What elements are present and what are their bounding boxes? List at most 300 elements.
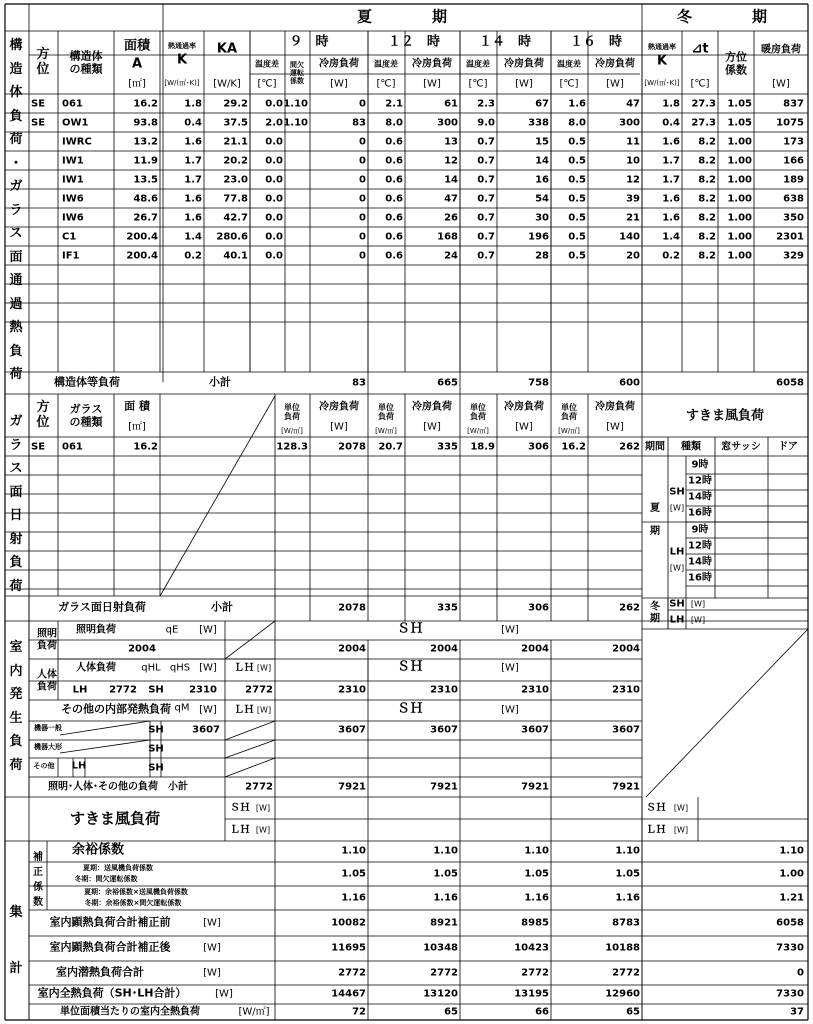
qe-symbol: qE: [165, 624, 179, 636]
winter-sh-w: [W]: [690, 599, 706, 609]
person-val-1: 2310: [430, 684, 458, 696]
struct-cell: 280.6: [216, 231, 248, 243]
struct-cell: 26: [444, 212, 458, 224]
struct-cell: 1.6: [184, 193, 202, 205]
struct-cell: 1.00: [727, 174, 752, 186]
struct-cell: 0: [359, 193, 366, 205]
struct-subtotal-sub: 小計: [209, 375, 231, 389]
other-w: [W]: [199, 704, 217, 716]
draft-label: すきま風負荷: [69, 809, 161, 828]
struct-cell: 0.2: [662, 250, 680, 262]
structure-type-header: 構造体 の種類: [69, 49, 103, 75]
k-symbol-winter: K: [656, 53, 668, 69]
struct-cell: 2.0: [265, 117, 283, 129]
glass-cool-unit-2: [W]: [515, 421, 533, 433]
glass-cell: 128.3: [276, 441, 308, 453]
total-c2-2: 1.05: [524, 868, 549, 880]
struct-cell: IWRC: [62, 136, 92, 148]
struct-cell: 200.4: [126, 231, 158, 243]
heat-header: 暖房負荷: [761, 44, 801, 56]
struct-cell: 0.4: [184, 117, 202, 129]
struct-cell: 0.7: [477, 250, 495, 262]
struct-cell: 638: [783, 193, 804, 205]
total-per_area-2: 66: [535, 1006, 549, 1018]
struct-cell: 40.1: [223, 250, 248, 262]
total-full-1: 13120: [423, 988, 458, 1000]
total-after-2: 10423: [514, 942, 549, 954]
eq-sh: SH: [148, 762, 164, 774]
qhs-symbol: qHS: [169, 662, 191, 674]
draft-winter-sh: ＳＨ: [646, 802, 666, 814]
draft-sh-w: [W]: [255, 803, 271, 813]
total-after-3: 10188: [605, 942, 640, 954]
struct-cell: 196: [528, 231, 549, 243]
struct-cell: IW1: [62, 174, 84, 186]
glass-subtotal-16: 262: [619, 602, 640, 614]
before-w: [W]: [203, 917, 221, 929]
struct-cell: 14: [444, 174, 458, 186]
total-c3-3: 1.16: [615, 892, 640, 904]
struct-cell: 0.5: [568, 136, 586, 148]
person-val-2: 2310: [521, 684, 549, 696]
qm-symbol: qM: [174, 702, 190, 714]
internal-subtotal-1: 7921: [430, 781, 458, 793]
draft-right-title: すきま風負荷: [685, 408, 765, 424]
struct-cell: 0.5: [568, 212, 586, 224]
total-before-1: 8921: [430, 917, 458, 929]
struct-cell: 338: [528, 117, 549, 129]
total-per_area-0: 72: [352, 1006, 366, 1018]
struct-cell: 1.7: [184, 155, 202, 167]
cool-unit-12: [W]: [423, 78, 441, 90]
sh-header-person: ＳＨ: [396, 659, 424, 675]
sh-unit-person: [W]: [501, 662, 519, 674]
struct-cell: 0: [359, 231, 366, 243]
struct-cell: 9.0: [477, 117, 495, 129]
eq-sh-val: 3607: [192, 724, 220, 736]
struct-cell: 0: [359, 155, 366, 167]
sh-unit-other: [W]: [501, 704, 519, 716]
struct-cell: 0.0: [265, 174, 283, 186]
struct-cell: 0.6: [385, 231, 403, 243]
struct-cell: 93.8: [133, 117, 158, 129]
struct-cell: 29.2: [223, 98, 248, 110]
intermittent-coef-header: 間欠 運転 係数: [290, 60, 304, 86]
struct-cell: 42.7: [223, 212, 248, 224]
struct-cell: 1.00: [727, 250, 752, 262]
door-header: ドア: [778, 441, 798, 453]
struct-cell: 16: [535, 174, 549, 186]
after-w: [W]: [203, 942, 221, 954]
glass-cell: 262: [619, 441, 640, 453]
struct-cell: 0.0: [265, 98, 283, 110]
struct-cell: SE: [31, 98, 46, 110]
struct-cell: 47: [626, 98, 640, 110]
struct-cell: 166: [783, 155, 804, 167]
struct-subtotal-12: 665: [437, 377, 458, 389]
unit-load-unit-2: [W/㎡]: [467, 426, 489, 435]
internal-side-label: 室 内 発 生 負 荷: [9, 640, 23, 773]
total-full-4: 7330: [776, 988, 804, 1000]
sh-unit-light: [W]: [501, 624, 519, 636]
total-c2-4: 1.00: [779, 868, 804, 880]
cool-unit-16: [W]: [606, 78, 624, 90]
ka-header: KA: [216, 41, 238, 57]
struct-cell: 15: [535, 136, 549, 148]
other-val-0: 3607: [338, 724, 366, 736]
grid-line: [225, 758, 275, 777]
struct-cell: 54: [535, 193, 549, 205]
unit-load-header-3: 単位 負荷: [561, 402, 577, 421]
draft-winter-sh-w: [W]: [673, 803, 689, 813]
glass-cool-1: 冷房負荷: [412, 401, 452, 413]
glass-cell: 16.2: [133, 441, 158, 453]
total-after-4: 7330: [776, 942, 804, 954]
struct-cell: 061: [62, 98, 83, 110]
struct-cell: 0.0: [265, 193, 283, 205]
glass-cell: 2078: [338, 441, 366, 453]
struct-cell: IW1: [62, 155, 84, 167]
total-latent-4: 0: [797, 967, 804, 979]
glass-cell: 061: [62, 441, 83, 453]
internal-subtotal-3: 7921: [612, 781, 640, 793]
area-symbol: A: [131, 56, 143, 72]
winter-lh-w: [W]: [690, 615, 706, 625]
struct-cell: 350: [783, 212, 804, 224]
k-unit-winter: [W/(㎡･K)]: [644, 78, 680, 87]
sh-header-other: ＳＨ: [396, 701, 424, 717]
light-label: 照明 負荷: [37, 628, 57, 651]
unit-load-header-0: 単位 負荷: [284, 402, 300, 421]
struct-cell: 13: [444, 136, 458, 148]
total-c2-0: 1.05: [341, 868, 366, 880]
draft-lh-w: [W]: [255, 825, 271, 835]
glass-cool-3: 冷房負荷: [595, 401, 635, 413]
struct-cell: 0.4: [662, 117, 680, 129]
summer-label: 夏 期: [650, 502, 660, 537]
total-margin-3: 1.10: [615, 845, 640, 857]
struct-cell: 30: [535, 212, 549, 224]
margin-label: 余裕係数: [71, 842, 125, 858]
cool-unit-14: [W]: [515, 78, 533, 90]
light-load-label: 照明負荷: [76, 624, 116, 636]
glass-cool-unit-0: [W]: [330, 421, 348, 433]
other-val-2: 3607: [521, 724, 549, 736]
lh-w: [W]: [669, 563, 685, 573]
person-val-0: 2310: [338, 684, 366, 696]
winter-lh: LH: [669, 614, 685, 626]
struct-cell: 2.3: [477, 98, 495, 110]
struct-cell: 173: [783, 136, 804, 148]
total-latent-3: 2772: [612, 967, 640, 979]
unit-load-header-1: 単位 負荷: [378, 402, 394, 421]
glass-side-label: ガ ラ ス 面 日 射 負 荷: [9, 414, 23, 594]
struct-cell: 8.2: [698, 250, 716, 262]
internal-subtotal-label: 照明･人体･その他の負荷 小計: [48, 781, 188, 793]
total-c3-0: 1.16: [341, 892, 366, 904]
struct-cell: 13.2: [133, 136, 158, 148]
area-header: 面積: [123, 38, 151, 54]
coef2-label-1: 夏期：送風機負荷係数: [83, 863, 153, 872]
struct-cell: OW1: [62, 117, 89, 129]
lh-out: 2772: [245, 684, 273, 696]
other-val-3: 3607: [612, 724, 640, 736]
struct-cell: 1.7: [662, 174, 680, 186]
total-latent-2: 2772: [521, 967, 549, 979]
struct-cell: 837: [783, 98, 804, 110]
total-c2-1: 1.05: [433, 868, 458, 880]
struct-cell: 14: [535, 155, 549, 167]
hour-16-header: １６ 時: [569, 34, 623, 50]
struct-cell: 1.7: [662, 155, 680, 167]
glass-dir-header: 方 位: [36, 400, 50, 430]
sh-w: [W]: [669, 503, 685, 513]
tdiff-9: 温度差: [255, 59, 279, 69]
struct-cell: 27.3: [691, 117, 716, 129]
lh-small-val: 2772: [109, 684, 137, 696]
struct-cell: 0.5: [568, 231, 586, 243]
struct-cell: 1.05: [727, 117, 752, 129]
other-lh: LH: [71, 760, 87, 772]
glass-subtotal-14: 306: [528, 602, 549, 614]
glass-cool-0: 冷房負荷: [319, 401, 359, 413]
struct-cell: 28: [535, 250, 549, 262]
k-header: 熱通過率: [168, 41, 196, 50]
cool-14: 冷房負荷: [504, 58, 544, 70]
unit-load-header-2: 単位 負荷: [470, 402, 486, 421]
struct-cell: 0: [359, 98, 366, 110]
person-w: [W]: [199, 662, 217, 674]
total-full-3: 12960: [605, 988, 640, 1000]
person-label: 人体 負荷: [37, 669, 57, 692]
draft-hour: 12時: [688, 540, 712, 552]
struct-subtotal-label: 構造体等負荷: [54, 375, 120, 389]
sh-header-light: ＳＨ: [396, 621, 424, 637]
draft-winter-lh-w: [W]: [673, 825, 689, 835]
light-val-2: 2004: [521, 643, 549, 655]
total-full-0: 14467: [331, 988, 366, 1000]
struct-subtotal-9: 83: [352, 377, 366, 389]
struct-cell: 1.05: [727, 98, 752, 110]
cool-12: 冷房負荷: [412, 58, 452, 70]
draft-hour: 9時: [691, 524, 709, 536]
sh-small: SH: [148, 684, 164, 696]
total-after-0: 11695: [331, 942, 366, 954]
total-before-4: 6058: [776, 917, 804, 929]
struct-cell: 300: [619, 117, 640, 129]
total-after-1: 10348: [423, 942, 458, 954]
total-side-label: 集 計: [9, 905, 23, 976]
total-latent-0: 2772: [338, 967, 366, 979]
per-area-unit: [W/㎡]: [238, 1006, 270, 1018]
struct-cell: 39: [626, 193, 640, 205]
light-val-0: 2004: [338, 643, 366, 655]
summer-header: 夏 期: [356, 7, 448, 26]
struct-cell: 0.0: [265, 212, 283, 224]
internal-subtotal-0: 7921: [338, 781, 366, 793]
tdiff-unit-16: [℃]: [559, 78, 579, 90]
other-val-1: 3607: [430, 724, 458, 736]
struct-cell: 0.7: [477, 231, 495, 243]
glass-cell: 18.9: [470, 441, 495, 453]
total-per_area-3: 65: [626, 1006, 640, 1018]
period-header: 期間: [645, 441, 665, 453]
struct-cell: 300: [437, 117, 458, 129]
light-w: [W]: [199, 624, 217, 636]
struct-side-label: 構 造 体 負 荷 ・ ガ ラ ス 面 通 過 熱 負 荷: [9, 38, 23, 382]
struct-cell: 1.6: [568, 98, 586, 110]
struct-cell: 2.1: [385, 98, 403, 110]
struct-cell: 8.2: [698, 155, 716, 167]
struct-cell: 0.6: [385, 193, 403, 205]
hour-9-header: ９ 時: [289, 34, 329, 50]
draft-hour: 16時: [688, 507, 712, 519]
struct-cell: SE: [31, 117, 46, 129]
struct-cell: 0.0: [265, 250, 283, 262]
lh-w-person: [W]: [256, 663, 272, 673]
total-per_area-4: 37: [790, 1006, 804, 1018]
struct-cell: 8.0: [385, 117, 403, 129]
winter-sh: SH: [669, 598, 685, 610]
glass-cell: 16.2: [561, 441, 586, 453]
glass-subtotal-label: ガラス面日射負荷: [58, 600, 146, 614]
tdiff-unit-12: [℃]: [376, 78, 396, 90]
struct-cell: 0.6: [385, 250, 403, 262]
glass-type-header: ガラス の種類: [69, 402, 103, 428]
draft-hour: 14時: [688, 491, 712, 503]
glass-subtotal-9: 2078: [338, 602, 366, 614]
struct-cell: 8.2: [698, 136, 716, 148]
ka-unit: [W/K]: [213, 78, 241, 90]
grid-line: [60, 721, 150, 735]
struct-cell: 0.6: [385, 136, 403, 148]
struct-cell: 140: [619, 231, 640, 243]
struct-cell: 0.7: [477, 174, 495, 186]
draft-sh: ＳＨ: [230, 802, 250, 814]
struct-cell: 8.2: [698, 231, 716, 243]
struct-cell: 0.5: [568, 193, 586, 205]
direction-coef-header: 方位 係数: [725, 50, 747, 76]
correction-side-label: 補 正 係 数: [33, 852, 43, 908]
tdiff-16: 温度差: [557, 59, 581, 69]
struct-cell: 0.7: [477, 155, 495, 167]
after-label: 室内顕熱負荷合計補正後: [49, 940, 171, 954]
struct-cell: 1.4: [184, 231, 202, 243]
struct-cell: 1.6: [662, 193, 680, 205]
struct-cell: 168: [437, 231, 458, 243]
grid-line: [225, 740, 275, 758]
lh-header-other: ＬＨ: [234, 704, 254, 716]
struct-cell: 2301: [776, 231, 804, 243]
coef2-label-2: 冬期：間欠運転係数: [74, 874, 138, 883]
struct-cell: 189: [783, 174, 804, 186]
struct-cell: 47: [444, 193, 458, 205]
struct-cell: 21: [626, 212, 640, 224]
struct-cell: IW6: [62, 212, 84, 224]
total-margin-2: 1.10: [524, 845, 549, 857]
struct-cell: 1.10: [283, 117, 308, 129]
glass-area-unit: [㎡]: [128, 421, 146, 433]
struct-cell: 8.2: [698, 193, 716, 205]
winter-header: 冬 期: [676, 7, 768, 26]
lh-w-other: [W]: [256, 705, 272, 715]
winter-label: 冬 期: [650, 601, 660, 624]
dt-header: ⊿t: [691, 41, 709, 57]
tdiff-14: 温度差: [466, 59, 490, 69]
struct-cell: 23.0: [223, 174, 248, 186]
latent-w: [W]: [203, 967, 221, 979]
draft-hour: 16時: [688, 572, 712, 584]
struct-cell: 8.0: [568, 117, 586, 129]
struct-cell: 83: [352, 117, 366, 129]
unit-load-unit-1: [W/㎡]: [375, 426, 397, 435]
struct-cell: 37.5: [223, 117, 248, 129]
direction-header: 方 位: [36, 47, 50, 77]
other-small: その他: [33, 761, 55, 770]
grid-line: [225, 721, 275, 740]
full-label: 室内全熱負荷（SH･LH合計）: [37, 986, 187, 1000]
struct-cell: 8.2: [698, 174, 716, 186]
struct-cell: 1075: [776, 117, 804, 129]
struct-cell: 12: [444, 155, 458, 167]
struct-cell: 1.7: [184, 174, 202, 186]
k-unit: [W/(㎡･K)]: [164, 78, 200, 87]
struct-cell: 0.5: [568, 174, 586, 186]
lh-header-person: ＬＨ: [234, 662, 254, 674]
glass-subtotal-12: 335: [437, 602, 458, 614]
struct-cell: C1: [62, 231, 77, 243]
person-val-3: 2310: [612, 684, 640, 696]
struct-cell: 20: [626, 250, 640, 262]
struct-cell: 1.00: [727, 212, 752, 224]
total-before-3: 8783: [612, 917, 640, 929]
total-c3-2: 1.16: [524, 892, 549, 904]
total-before-0: 10082: [331, 917, 366, 929]
before-label: 室内顕熱負荷合計補正前: [49, 915, 171, 929]
coef3-label-2: 冬期：余裕係数×間欠運転係数: [84, 898, 182, 907]
total-margin-4: 1.10: [779, 845, 804, 857]
struct-cell: 21.1: [223, 136, 248, 148]
struct-cell: 8.2: [698, 212, 716, 224]
draft-lh: ＬＨ: [230, 824, 250, 836]
struct-cell: 10: [626, 155, 640, 167]
struct-cell: 0.7: [477, 193, 495, 205]
struct-cell: 1.8: [662, 98, 680, 110]
total-c3-1: 1.16: [433, 892, 458, 904]
struct-cell: 0: [359, 212, 366, 224]
eq-sh: SH: [148, 743, 164, 755]
light-val-1: 2004: [430, 643, 458, 655]
struct-cell: 26.7: [133, 212, 158, 224]
dt-unit: [℃]: [690, 78, 710, 90]
struct-cell: 0: [359, 136, 366, 148]
struct-cell: IW6: [62, 193, 84, 205]
glass-subtotal-sub: 小計: [211, 600, 233, 614]
glass-cool-unit-1: [W]: [423, 421, 441, 433]
struct-cell: 12: [626, 174, 640, 186]
struct-cell: 11: [626, 136, 640, 148]
glass-cell: 335: [437, 441, 458, 453]
struct-cell: 0.0: [265, 231, 283, 243]
struct-cell: 1.00: [727, 231, 752, 243]
tdiff-unit-9: [℃]: [257, 78, 277, 90]
struct-cell: 1.4: [662, 231, 680, 243]
glass-cool-unit-3: [W]: [606, 421, 624, 433]
k-symbol: K: [176, 52, 188, 68]
struct-cell: 0.6: [385, 155, 403, 167]
grid-line: [60, 740, 150, 753]
struct-cell: 0: [359, 174, 366, 186]
